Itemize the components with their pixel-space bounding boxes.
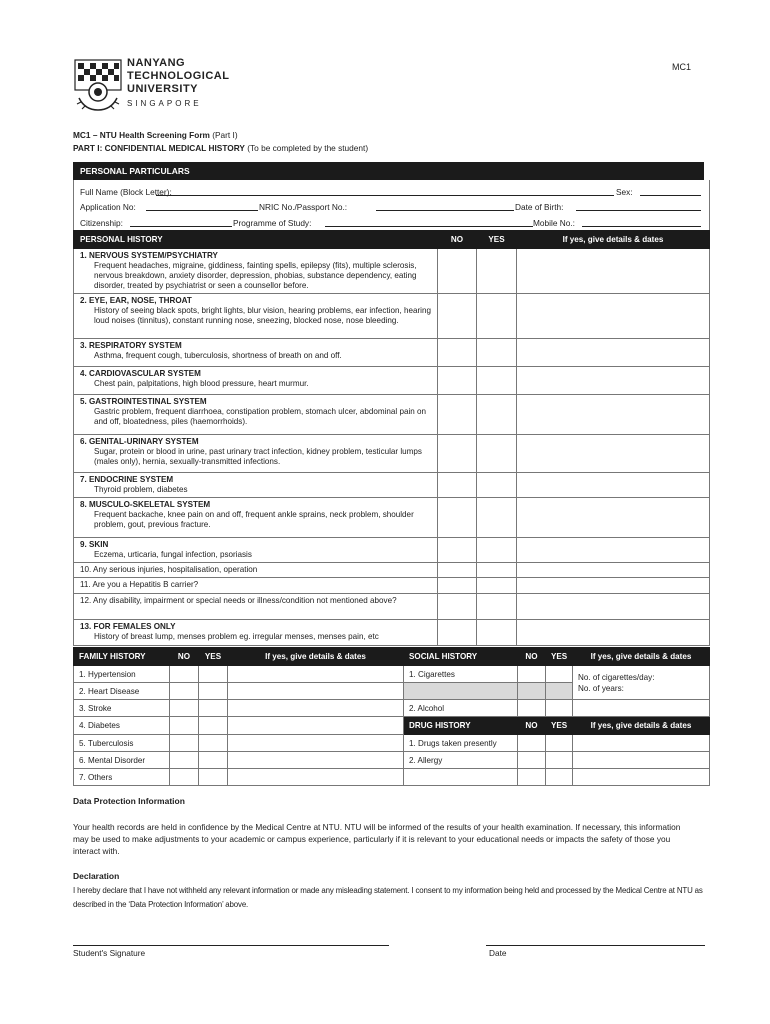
ph-item-desc: Eczema, urticaria, fungal infection, psoriasis [94, 550, 252, 559]
sh-item: 1. Cigarettes [404, 666, 518, 683]
dh-no-cell[interactable] [518, 752, 546, 769]
dh-no-cell[interactable] [518, 735, 546, 752]
dh-yes-cell[interactable] [546, 752, 573, 769]
fh-details-cell[interactable] [228, 735, 404, 752]
table-row [74, 769, 710, 786]
fh-yes-cell[interactable] [199, 717, 228, 735]
personal-history-table [73, 230, 710, 646]
table-row [74, 249, 710, 294]
ph-details-cell[interactable] [517, 339, 710, 367]
programme-field[interactable] [325, 226, 533, 227]
ph-no-cell[interactable] [438, 395, 477, 435]
ph-details-cell[interactable] [517, 538, 710, 563]
fh-yes-header: YES [199, 648, 228, 666]
ph-details-cell[interactable] [517, 620, 710, 646]
ph-no-cell[interactable] [438, 498, 477, 538]
ntu-crest-icon [73, 58, 123, 112]
ph-item-title: 13. FOR FEMALES ONLY [80, 622, 176, 631]
programme-label: Programme of Study: [233, 218, 312, 228]
table-row [74, 752, 710, 769]
ph-yes-cell[interactable] [477, 339, 517, 367]
ph-details-cell[interactable] [517, 367, 710, 395]
ph-details-cell[interactable] [517, 435, 710, 473]
ph-details-cell[interactable] [517, 473, 710, 498]
family-social-drug-table [73, 647, 710, 786]
dh-item: 1. Drugs taken presently [404, 735, 518, 752]
table-row [74, 367, 710, 395]
ph-item-title: 8. MUSCULO-SKELETAL SYSTEM [80, 500, 211, 509]
dob-label: Date of Birth: [515, 202, 564, 212]
shaded-cell [546, 683, 573, 700]
fh-details-cell[interactable] [228, 752, 404, 769]
logo-line-2: TECHNOLOGICAL [127, 70, 230, 82]
ph-yes-cell[interactable] [477, 563, 517, 578]
sh-yes-cell[interactable] [546, 666, 573, 683]
table-row [74, 294, 710, 339]
ph-yes-cell[interactable] [477, 294, 517, 339]
ph-yes-cell[interactable] [477, 578, 517, 594]
ph-details-cell[interactable] [517, 578, 710, 594]
fh-details-cell[interactable] [228, 700, 404, 717]
ph-yes-cell[interactable] [477, 395, 517, 435]
logo-line-4: SINGAPORE [127, 99, 202, 108]
ph-details-header: If yes, give details & dates [517, 231, 710, 249]
fh-yes-cell[interactable] [199, 752, 228, 769]
form-subtitle [73, 143, 368, 153]
form-code: MC1 [672, 62, 692, 72]
ph-item-title: 12. Any disability, impairment or special needs or illness/condition not mentioned above? [74, 594, 438, 620]
signature-label: Student's Signature [73, 948, 146, 958]
fh-details-header: If yes, give details & dates [228, 648, 404, 666]
title-main: MC1 – NTU Health Screening Form [73, 130, 210, 140]
logo-line-3: UNIVERSITY [127, 83, 199, 95]
ph-yes-cell[interactable] [477, 594, 517, 620]
ph-item-desc: Sugar, protein or blood in urine, past urinary tract infection, kidney problem, testicular lumps (males only), hernia, sexually-transmitted infections. [94, 447, 422, 466]
fh-no-cell[interactable] [170, 735, 199, 752]
ph-no-cell[interactable] [438, 594, 477, 620]
ph-item-desc: Frequent headaches, migraine, giddiness, fainting spells, epilepsy (fits), multiple sclerosis, nervous breakdown, anxiety disorder, depression, phobias, substance dependency, eating disorder, treated by psychiatrist or seen a counsellor before. [94, 261, 417, 290]
ph-item-title: 1. NERVOUS SYSTEM/PSYCHIATRY [80, 251, 218, 260]
ph-item-title: 2. EYE, EAR, NOSE, THROAT [80, 296, 192, 305]
ph-details-cell[interactable] [517, 563, 710, 578]
table-row [74, 735, 710, 752]
title-part: (Part I) [212, 130, 238, 140]
table-row [74, 717, 710, 735]
ph-no-cell[interactable] [438, 563, 477, 578]
ph-item-desc: History of breast lump, menses problem eg. irregular menses, menses pain, etc [94, 632, 379, 641]
fh-item: 7. Others [74, 769, 170, 786]
fh-no-cell[interactable] [170, 700, 199, 717]
sh-details-cell[interactable] [573, 700, 710, 717]
full-name-field[interactable] [156, 195, 614, 196]
date-field[interactable] [486, 945, 705, 946]
ph-no-cell[interactable] [438, 294, 477, 339]
ph-no-cell[interactable] [438, 578, 477, 594]
table-row [74, 339, 710, 367]
sh-yes-header: YES [546, 648, 573, 666]
table-row [74, 594, 710, 620]
ph-yes-cell[interactable] [477, 473, 517, 498]
subtitle-main: PART I: CONFIDENTIAL MEDICAL HISTORY [73, 143, 245, 153]
application-no-label: Application No: [80, 202, 136, 212]
fh-details-cell[interactable] [228, 769, 404, 786]
ph-no-cell[interactable] [438, 473, 477, 498]
fh-item: 2. Heart Disease [74, 683, 170, 700]
dh-details-header: If yes, give details & dates [573, 717, 710, 735]
nric-field[interactable] [376, 210, 514, 211]
table-row [74, 395, 710, 435]
mobile-label: Mobile No.: [533, 218, 575, 228]
ph-no-cell[interactable] [438, 367, 477, 395]
sh-no-cell[interactable] [518, 666, 546, 683]
ph-item-desc: Asthma, frequent cough, tuberculosis, shortness of breath on and off. [94, 351, 342, 360]
fh-item: 3. Stroke [74, 700, 170, 717]
citizenship-field[interactable] [130, 226, 232, 227]
declaration-heading: Declaration [73, 871, 120, 881]
cigarettes-per-day-label: No. of cigarettes/day: [578, 672, 655, 682]
sex-label: Sex: [616, 187, 633, 197]
ph-details-cell[interactable] [517, 249, 710, 294]
ntu-logo [73, 58, 233, 114]
ph-yes-cell[interactable] [477, 249, 517, 294]
fh-details-cell[interactable] [228, 717, 404, 735]
fh-no-header: NO [170, 648, 199, 666]
table-row [74, 563, 710, 578]
table-row [74, 666, 710, 683]
citizenship-label: Citizenship: [80, 218, 123, 228]
fh-yes-cell[interactable] [199, 735, 228, 752]
personal-particulars-header: PERSONAL PARTICULARS [73, 162, 704, 180]
fh-yes-cell[interactable] [199, 666, 228, 683]
dh-extra-cell[interactable] [404, 769, 518, 786]
ph-item-title: 3. RESPIRATORY SYSTEM [80, 341, 182, 350]
data-protection-heading: Data Protection Information [73, 796, 185, 806]
ph-details-cell[interactable] [517, 594, 710, 620]
fh-details-cell[interactable] [228, 666, 404, 683]
table-row [74, 620, 710, 646]
dh-details-cell[interactable] [573, 735, 710, 752]
dh-yes-cell[interactable] [546, 769, 573, 786]
sh-yes-cell[interactable] [546, 700, 573, 717]
dh-no-cell[interactable] [518, 769, 546, 786]
ph-no-cell[interactable] [438, 538, 477, 563]
fh-no-cell[interactable] [170, 752, 199, 769]
dh-yes-cell[interactable] [546, 735, 573, 752]
table-row [74, 498, 710, 538]
data-protection-text: Your health records are held in confidence by the Medical Centre at NTU. NTU will be informed of the results of your health examination. If necessary, this information may be used to make adjustments to your academic or campus experience, particularly if it is relevant to your educational needs or impacts the safety of those you interact with. [73, 822, 681, 856]
fh-yes-cell[interactable] [199, 700, 228, 717]
fh-yes-cell[interactable] [199, 683, 228, 700]
table-row [74, 473, 710, 498]
mobile-field[interactable] [582, 226, 701, 227]
ph-details-cell[interactable] [517, 395, 710, 435]
table-row [74, 435, 710, 473]
ph-item-desc: Frequent backache, knee pain on and off, frequent ankle sprains, neck problem, shoulder problem, gout, previous fracture. [94, 510, 414, 529]
dh-details-cell[interactable] [573, 752, 710, 769]
ph-item-desc: History of seeing black spots, bright lights, blur vision, hearing problems, ear infection, hearing loud noises (tinnitus), constant running nose, sneezing, blocked nose, nose bleeding. [94, 306, 431, 325]
shaded-cell [518, 683, 546, 700]
logo-line-1: NANYANG [127, 57, 186, 69]
nric-label: NRIC No./Passport No.: [259, 202, 348, 212]
ph-no-cell[interactable] [438, 249, 477, 294]
application-no-field[interactable] [146, 210, 258, 211]
dh-item: 2. Allergy [404, 752, 518, 769]
ph-no-header: NO [438, 231, 477, 249]
ph-no-cell[interactable] [438, 435, 477, 473]
ph-item-title: 11. Are you a Hepatitis B carrier? [74, 578, 438, 594]
social-history-header: SOCIAL HISTORY [404, 648, 518, 666]
drug-history-header: DRUG HISTORY [404, 717, 518, 735]
ph-item-desc: Chest pain, palpitations, high blood pressure, heart murmur. [94, 379, 309, 388]
fh-details-cell[interactable] [228, 683, 404, 700]
fh-item: 5. Tuberculosis [74, 735, 170, 752]
ph-item-title: 5. GASTROINTESTINAL SYSTEM [80, 397, 207, 406]
ph-details-cell[interactable] [517, 498, 710, 538]
ph-yes-header: YES [477, 231, 517, 249]
personal-history-header: PERSONAL HISTORY [74, 231, 438, 249]
ph-item-title: 9. SKIN [80, 540, 109, 549]
sh-item: 2. Alcohol [404, 700, 518, 717]
table-row [74, 700, 710, 717]
signature-field[interactable] [73, 945, 389, 946]
sh-no-header: NO [518, 648, 546, 666]
dh-no-header: NO [518, 717, 546, 735]
ph-item-title: 10. Any serious injuries, hospitalisation, operation [74, 563, 438, 578]
ph-no-cell[interactable] [438, 339, 477, 367]
fh-item: 4. Diabetes [74, 717, 170, 735]
ph-yes-cell[interactable] [477, 435, 517, 473]
fh-no-cell[interactable] [170, 769, 199, 786]
ph-item-desc: Thyroid problem, diabetes [94, 485, 188, 494]
table-row [74, 538, 710, 563]
fh-no-cell[interactable] [170, 683, 199, 700]
ph-no-cell[interactable] [438, 620, 477, 646]
ph-yes-cell[interactable] [477, 538, 517, 563]
subtitle-note: (To be completed by the student) [247, 143, 369, 153]
family-history-header: FAMILY HISTORY [74, 648, 170, 666]
table-row [74, 578, 710, 594]
ph-item-title: 4. CARDIOVASCULAR SYSTEM [80, 369, 201, 378]
form-title [73, 130, 238, 140]
fh-item: 6. Mental Disorder [74, 752, 170, 769]
sex-field[interactable] [640, 195, 701, 196]
years-label: No. of years: [578, 683, 624, 693]
dh-yes-header: YES [546, 717, 573, 735]
ph-item-title: 7. ENDOCRINE SYSTEM [80, 475, 174, 484]
date-label: Date [489, 948, 507, 958]
sh-no-cell[interactable] [518, 700, 546, 717]
cigarette-details-cell[interactable] [573, 666, 710, 700]
shaded-cell [404, 683, 518, 700]
dob-field[interactable] [576, 210, 701, 211]
ph-yes-cell[interactable] [477, 498, 517, 538]
ph-item-title: 6. GENITAL-URINARY SYSTEM [80, 437, 199, 446]
full-name-label: Full Name (Block Letter): [80, 187, 172, 197]
ph-yes-cell[interactable] [477, 367, 517, 395]
declaration-text: I hereby declare that I have not withheld any relevant information or made any misleading statement. I consent to my information being held and processed by the Medical Centre at NTU as described in the ‘Data Protection Information’ above. [73, 886, 703, 909]
ph-item-desc: Gastric problem, frequent diarrhoea, constipation problem, stomach ulcer, abdominal pain on and off, bloatedness, piles (haemorrhoids). [94, 407, 427, 426]
fh-item: 1. Hypertension [74, 666, 170, 683]
fh-yes-cell[interactable] [199, 769, 228, 786]
fh-no-cell[interactable] [170, 717, 199, 735]
dh-details-cell[interactable] [573, 769, 710, 786]
sh-details-header: If yes, give details & dates [573, 648, 710, 666]
ph-details-cell[interactable] [517, 294, 710, 339]
ph-yes-cell[interactable] [477, 620, 517, 646]
fh-no-cell[interactable] [170, 666, 199, 683]
